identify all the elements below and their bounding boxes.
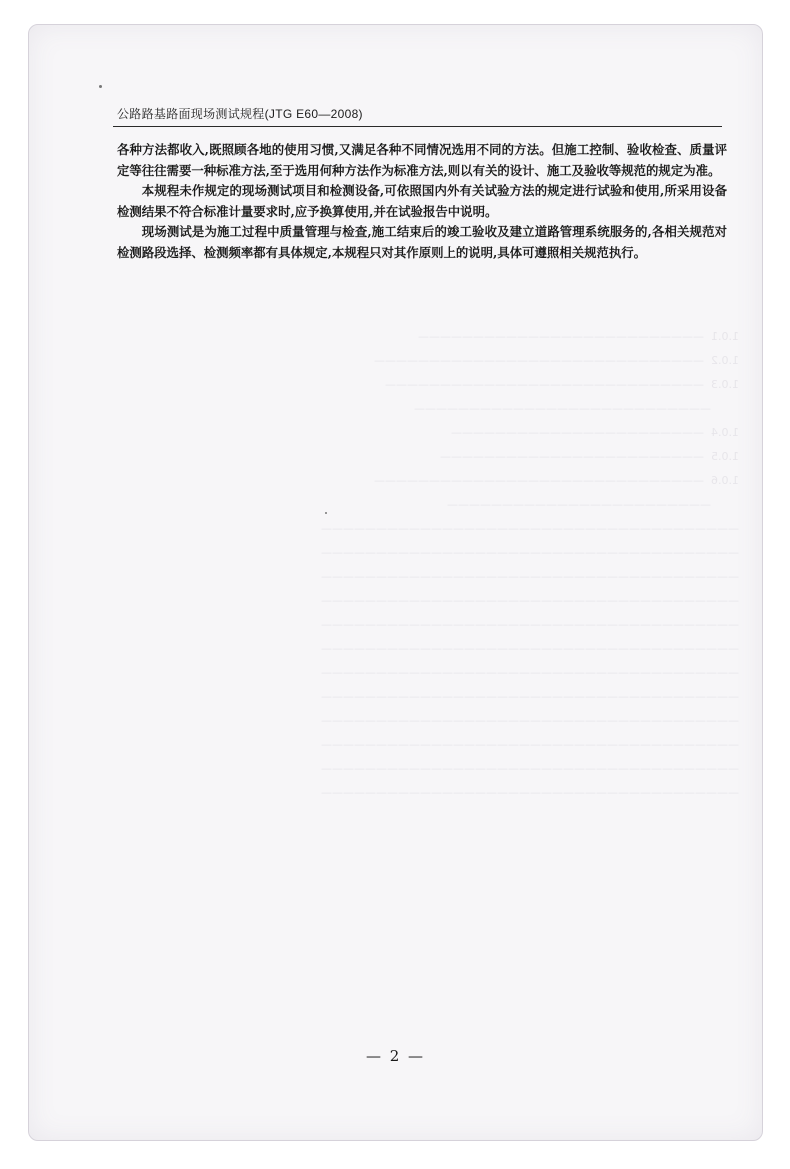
running-header: 公路路基路面现场测试规程(JTG E60—2008) — [117, 107, 363, 121]
paper-speck — [325, 512, 327, 514]
paragraph-2: 本规程未作规定的现场测试项目和检测设备,可依照国内外有关试验方法的规定进行试验和使用,所采用设备检测结果不符合标准计量要求时,应予换算使用,并在试验报告中说明。 — [117, 183, 727, 219]
header-rule — [113, 126, 722, 127]
paper-speck — [99, 85, 102, 88]
document-page — [28, 24, 763, 1141]
bleed-through-texture: 1.0.1 —————————————————————————— 1.0.2 —————————————————————————————— 1.0.3 ————————————————————————————— ——————————————————————————— 1.0.4 ——————————————————————— 1.0.5 ———————————————————————— 1.0.6 —————————————————————————————— ———————————————————————— —————————————————————————————————————— —————————————————————————————————————— —————————————————————————————————————— —————————————————————————————————————— —————————————————————————————————————— —————————————————————————————————————— —————————————————————————————————————— —————————————————————————————————————— —————————————————————————————————————— —————————————————————————————————————— —————————————————————————————————————— —————————————————————————————————————— — [321, 330, 739, 799]
paragraph-1: 各种方法都收入,既照顾各地的使用习惯,又满足各种不同情况选用不同的方法。但施工控制、验收检查、质量评定等往往需要一种标准方法,至于选用何种方法作为标准方法,则以有关的设计、施工及验收等规范的规定为准。 — [117, 142, 727, 178]
body-text — [117, 140, 727, 263]
paragraph-3: 现场测试是为施工过程中质量管理与检查,施工结束后的竣工验收及建立道路管理系统服务的,各相关规范对检测路段选择、检测频率都有具体规定,本规程只对其作原则上的说明,具体可遵照相关规范执行。 — [117, 224, 727, 260]
page-number: — 2 — — [365, 1047, 426, 1065]
